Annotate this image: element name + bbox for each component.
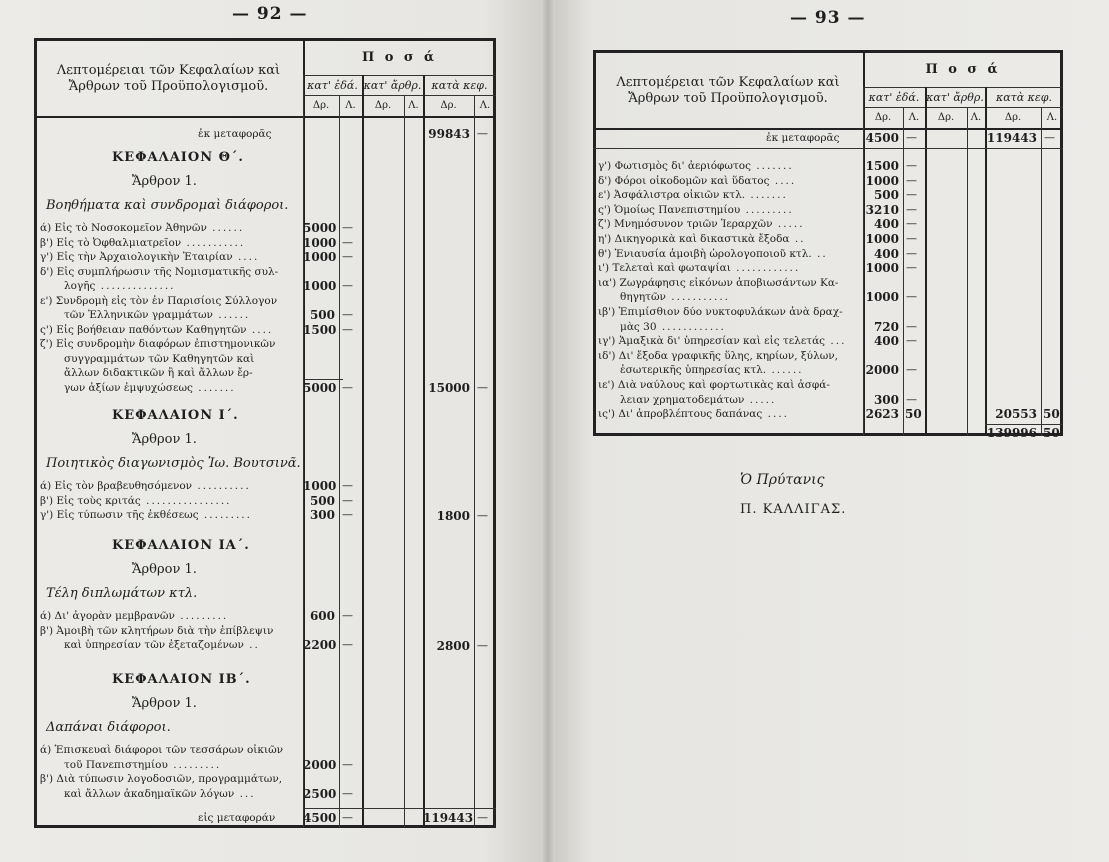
r-item-dash-9: — [906,290,917,304]
lepta-divider-col1 [903,107,904,436]
r-item-3 [598,204,794,216]
leader-dots: .. [789,233,806,245]
unit-dr-col2: Δρ. [374,100,392,111]
r-carry-in-art-dash: — [906,131,917,144]
kef_ia-item-amount-0: 600 [309,609,335,623]
unit-dr-col2: Δρ. [937,112,955,123]
leader-dots: .. [811,247,828,260]
kef_theta-item-2 [40,251,259,263]
leader-dots: ...... [206,222,245,234]
kef_ia-item-0-text: ά) Δι' ἀγορὰν μεμβρανῶν [40,610,175,622]
leader-dots: ............ [730,262,801,275]
kef_theta-item-amount-2: 1000 [303,250,337,264]
r-item-dash-11: — [906,319,917,333]
r-item-9-text: θηγητῶν [620,291,666,304]
lepta-divider-col2 [967,107,968,436]
r-item-dash-14: — [906,363,917,377]
r-item-dash-1: — [906,173,917,187]
header-description-line1: Λεπτομέρειαι τῶν Κεφαλαίων καὶ [616,75,840,90]
r-item-dash-2: — [906,188,917,202]
leader-dots: .... [232,251,260,263]
kef-iota-total: 1800 [436,508,470,523]
kef_iota-item-amount-1: 500 [309,493,335,508]
kef_ib-item-2 [40,773,282,785]
kef_theta-item-2-text: γ') Εἰς τὴν Ἀρχαιολογικὴν Ἑταιρίαν [40,251,233,263]
header-posa: Π ο σ ά [361,50,438,65]
kef_ib-item-0 [40,744,283,756]
leader-dots: ........... [665,291,730,304]
leader-dots: .... [769,174,797,187]
r-item-amount-4: 400 [873,217,899,232]
r-item-dash-3: — [906,202,917,216]
kef_theta-item-amount-0: 5000 [303,221,337,235]
unit-l-col1: Λ. [908,112,920,123]
r-item-amount-16: 300 [873,392,899,407]
r-item-2 [598,189,788,201]
leader-dots: ....... [750,160,794,172]
r-item-dash-12: — [906,334,917,348]
kef_iota-item-1 [40,495,232,507]
r-item-1-text: δ') Φόροι οἰκοδομῶν καὶ ὕδατος [598,174,770,187]
kef_ia-item-2-text: καὶ ὑπηρεσίαν τῶν ἐξεταζομένων [64,639,244,651]
kef_theta-item-7-text: ς') Εἰς βοήθειαν παθόντων Καθηγητῶν [40,323,247,336]
leader-dots: ....... [192,381,236,394]
carry-out-dash: — [477,811,488,824]
kef_ia-arthro: Ἄρθρον 1. [132,562,197,577]
kef_theta-item-11 [64,382,236,394]
kef_iota-heading: Ποιητικὸς διαγωνισμὸς Ἰω. Βουτσινᾶ. [46,456,301,471]
r-grand-total: 139996 [986,425,1037,440]
r-item-dash-0: — [906,159,917,172]
kef_theta-item-0 [40,222,244,234]
kef_theta-item-5-text: ε') Συνδρομὴ εἰς τὸν ἐν Παρισίοις Σύλλογον [40,294,278,307]
kef_ib-item-dash-3: — [342,786,353,800]
kef_iota-item-amount-2: 300 [309,508,335,522]
kef_theta-item-3-text: δ') Εἰς συμπλήρωσιν τῆς Νομισματικῆς συλ- [40,265,279,278]
r-item-5 [598,233,806,245]
kef_theta-item-dash-1: — [342,235,353,249]
kef_ia-item-dash-0: — [342,609,353,622]
r-item-amount-1: 1000 [865,173,899,188]
carry-out-amount: 119443 [423,811,474,825]
leader-dots: .... [762,408,789,421]
kef_theta-item-11-text: γων ἀξίων ἐμψυχώσεως [64,381,193,394]
r-item-15-text: ιε') Διὰ ναύλους καὶ φορτωτικὰς καὶ ἀσφά- [598,379,830,391]
kef_iota-title: ΚΕΦΑΛΑΙΟΝ Ι΄. [112,408,239,423]
r-item-amount-12: 400 [873,334,899,349]
kef_theta-item-dash-4: — [342,279,353,292]
kef_ia-item-amount-2: 2200 [303,638,337,652]
right-page-number: — 93 — [790,8,866,28]
header-description-line2: Ἄρθρων τοῦ Προϋπολογισμοῦ. [628,91,828,106]
kef_iota-arthro: Ἄρθρον 1. [132,432,197,447]
leader-dots: .......... [192,480,251,492]
r-item-7-text: ι') Τελεταὶ καὶ φωταψίαι [598,262,731,275]
r-item-dash-6: — [906,246,917,260]
r-carry-in-amount: 119443 [986,131,1037,145]
r-item-6-text: θ') Ἐνιαυσία ἀμοιβὴ ὡρολογοποιοῦ κτλ. [598,247,812,260]
r-item-dash-4: — [906,217,917,231]
r-item-1 [598,175,796,187]
leader-dots: ........... [181,236,246,249]
kef_iota-item-2 [40,509,252,521]
header-bottom-line [34,116,496,118]
header-posa-line [863,87,1063,88]
kef_ib-item-1-text: τοῦ Πανεπιστημίου [64,758,168,771]
signature-name: Π. ΚΑΛΛΙΓΑΣ. [740,502,847,517]
r-item-amount-6: 400 [873,246,899,261]
r-item-amount-3: 3210 [865,202,899,217]
book-gutter [541,0,555,862]
kef_ia-item-0 [40,610,228,622]
kef_iota-item-amount-0: 1000 [303,479,337,493]
kef_theta-arthro: Ἄρθρον 1. [132,174,197,189]
kef_theta-item-7 [40,324,273,336]
header-posa: Π ο σ ά [925,62,1001,77]
r-item-dash-16: — [906,392,917,406]
header-sub-line [863,107,1063,108]
kef_ib-item-3-text: καὶ ἄλλων ἀκαδημαϊκῶν λόγων [64,787,235,800]
r-item-13-text: ιδ') Δι' ἔξοδα γραφικῆς ὕλης, κηρίων, ξύλων, [598,349,839,362]
r-item-0 [598,160,794,172]
col-divider-col1 [303,75,304,828]
r-item-12 [598,335,846,347]
leader-dots: .............. [95,280,176,292]
kef_ib-heading: Δαπάναι διάφοροι. [46,720,171,735]
kef_theta-item-6 [64,309,250,321]
kef_ib-item-2-text: β') Διὰ τύπωσιν λογοδοσιῶν, προγραμμάτων, [40,773,283,785]
unit-dr-col1: Δρ. [874,112,892,123]
kef_theta-item-amount-11: 5000 [303,380,337,395]
kef_theta-item-4-text: λογῆς [64,280,96,292]
leader-dots: ............ [656,320,726,333]
r-carry-in-dash: — [1044,131,1055,144]
carry-out-art-dash: — [342,811,353,824]
leader-dots: ...... [766,364,804,377]
lepta-divider-col3 [474,95,475,828]
kef-ia-total: 2800 [436,638,470,653]
r-item-14 [620,364,804,376]
r-item-16 [620,394,776,406]
unit-l-col3: Λ. [479,100,491,111]
leader-dots: ......... [174,610,229,622]
carry-out-label-text: εἰς μεταφοράν [198,812,276,824]
header-col1: κατ' ἐδά. [307,79,358,92]
kef_ib-item-0-text: ά) Ἐπισκευαὶ διάφοροι τῶν τεσσάρων οἰκιῶν [40,744,284,756]
kef_ib-item-amount-1: 2000 [303,757,337,772]
r-item-8 [598,277,838,289]
kef_theta-title: ΚΕΦΑΛΑΙΟΝ Θ΄. [112,150,244,165]
kef_theta-item-amount-4: 1000 [303,279,337,293]
kef_theta-item-1 [40,237,245,249]
unit-l-col1: Λ. [345,100,356,111]
r-carry-in-art-amount: 4500 [865,131,899,145]
kef_theta-heading: Βοηθήματα καὶ συνδρομαὶ διάφοροι. [46,198,289,213]
leader-dots: ......... [198,509,252,521]
kef-theta-total-dash: — [477,381,488,394]
r-item-amount-9: 1000 [865,290,899,305]
lepta-divider-col1 [339,95,340,828]
carry-out-art-amount: 4500 [303,811,337,825]
r-item-0-text: γ') Φωτισμὸς δι' ἀεριόφωτος [598,160,751,172]
kef_ia-title: ΚΕΦΑΛΑΙΟΝ ΙΑ΄. [112,538,250,553]
kef_theta-item-10 [64,367,253,379]
kef_theta-item-10-text: ἄλλων διδακτικῶν ἢ καὶ ἄλλων ἔρ- [64,367,253,379]
carry-in-label-text: ἐκ μεταφορᾶς [198,128,272,140]
carry-in-amount: 99843 [428,127,470,141]
left-page-number: — 92 — [232,4,308,24]
kef_theta-item-8 [40,338,275,350]
kef_theta-item-amount-6: 500 [309,308,335,322]
header-col2: κατ' ἄρθρ. [363,79,422,92]
r-item-12-text: ιγ') Ἁμαξικὰ δι' ὑπηρεσίαν καὶ εἰς τελετάς [598,335,826,348]
r-item-6 [598,248,828,260]
unit-dr-col3: Δρ. [1004,112,1022,123]
r-item-5-text: η') Δικηγορικὰ καὶ δικαστικὰ ἔξοδα [598,233,790,245]
kef-iota-total-dash: — [477,508,488,522]
kef_theta-item-dash-2: — [342,250,353,263]
leader-dots: ... [234,787,256,800]
carry-out-label [198,812,275,824]
kef_ib-item-amount-3: 2500 [303,786,337,801]
leader-dots: .. [243,639,260,651]
r-carry-in-label-text: ἐκ μεταφορᾶς [766,132,840,144]
header-sub-line [303,95,496,96]
r-carry-in-label [766,132,840,144]
kef_iota-item-dash-1: — [342,493,353,507]
leader-dots: ... [825,335,847,348]
leader-dots: ...... [212,309,251,321]
kef_ib-arthro: Ἄρθρον 1. [132,696,197,711]
lepta-divider-col3 [1041,107,1042,436]
kef_iota-item-dash-0: — [342,479,353,492]
r-item-amount-17: 2623 [865,407,899,422]
kef_theta-item-5 [40,295,277,307]
kef-theta-total: 15000 [428,381,470,395]
kef_ib-title: ΚΕΦΑΛΑΙΟΝ ΙΒ΄. [112,672,251,687]
kef-ia-total-dash: — [477,638,488,652]
left-budget-table [34,38,496,828]
r-item-dash-5: — [906,232,917,245]
kef_theta-item-8-text: ζ') Εἰς συνδρομὴν διαφόρων ἐπιστημονικῶν [40,338,276,350]
header-description-line1: Λεπτομέρειαι τῶν Κεφαλαίων καὶ [56,63,281,78]
kef_theta-item-amount-1: 1000 [303,235,337,250]
r-item-amount-0: 1500 [865,159,899,173]
kef_iota-item-0 [40,480,251,492]
r-item-11 [620,321,726,333]
kef_ib-item-1 [64,759,221,771]
col-divider-col3 [423,75,425,828]
kef_ia-heading: Τέλη διπλωμάτων κτλ. [46,586,198,601]
r-grand-total-lepta: 50 [1043,425,1060,440]
col-divider-col2 [362,75,364,828]
unit-dr-col3: Δρ. [440,100,457,111]
r-item-amount-14: 2000 [865,363,899,378]
leader-dots: ..... [772,218,805,231]
header-col3: κατὰ κεφ. [431,79,488,92]
leader-dots: ......... [740,203,794,216]
header-col3: κατὰ κεφ. [996,91,1052,104]
header-posa-line [303,75,496,76]
kef_ia-item-1-text: β') Ἀμοιβὴ τῶν κλητήρων διὰ τὴν ἐπίβλεψιν [40,624,274,637]
r-item-amount-2: 500 [873,188,899,203]
r-item-16-text: λειαν χρηματοδεμάτων [620,393,745,406]
r-carry-in-rule [593,148,1063,149]
r-item-amount-5: 1000 [865,232,899,246]
kef_theta-item-dash-0: — [342,221,353,234]
leader-dots: ................ [140,494,232,507]
kef_theta-item-dash-7: — [342,322,353,336]
signature-title: Ὁ Πρύτανις [740,472,825,488]
kef_ia-item-dash-2: — [342,638,353,651]
unit-dr-col1: Δρ. [312,100,330,111]
carry-in-dash: — [477,127,488,140]
r-item-3-text: ς') Ὁμοίως Πανεπιστημίου [598,203,741,216]
kef_theta-item-3 [40,266,278,278]
col-divider-col2 [925,87,927,436]
r-item-15 [598,379,830,391]
r-item-17-text: ις') Δι' ἀπροβλέπτους δαπάνας [598,408,763,421]
r-item-amount-7: 1000 [865,261,899,276]
kef_ib-item-3 [64,788,256,800]
header-col1: κατ' ἐδά. [868,91,920,104]
leader-dots: ....... [745,189,788,202]
unit-l-col2: Λ. [970,112,982,123]
kef_theta-item-amount-7: 1500 [303,322,337,337]
kef-theta-rule [303,379,343,380]
r-item-13 [598,350,838,362]
unit-l-col3: Λ. [1046,112,1058,123]
kef_iota-item-dash-2: — [342,508,353,521]
kef_theta-item-0-text: ά) Εἰς τὸ Νοσοκομεῖον Ἀθηνῶν [40,222,207,234]
r-item-8-text: ια') Ζωγράφησις εἰκόνων ἀποβιωσάντων Κα- [598,276,839,289]
leader-dots: .... [246,323,274,336]
carry-out-rule [303,808,496,809]
r-item-7 [598,262,800,274]
lepta-divider-col2 [404,95,405,828]
header-description-line2: Ἄρθρων τοῦ Προϋπολογισμοῦ. [68,79,269,94]
r-item-10-text: ιβ') Ἐπιμίσθιον δύο νυκτοφυλάκων ἀνὰ δραχ- [598,306,843,318]
leader-dots: ..... [744,393,777,406]
r-item-17 [598,408,789,420]
r-grand-rule [985,424,1063,425]
kef_iota-item-2-text: γ') Εἰς τύπωσιν τῆς ἐκθέσεως [40,509,199,521]
kef_theta-item-1-text: β') Εἰς τὸ Ὀφθαλμιατρεῖον [40,236,182,249]
kef_ia-item-2 [64,639,260,651]
kef_ib-item-dash-1: — [342,757,353,771]
r-item-11-text: μὰς 30 [620,320,657,333]
r-kef-total: 20553 [995,407,1037,422]
unit-l-col2: Λ. [408,100,419,111]
header-col2: κατ' ἄρθρ. [926,91,984,104]
kef_theta-item-6-text: τῶν Ἑλληνικῶν γραμμάτων [64,309,213,321]
kef_theta-item-dash-11: — [342,380,353,394]
r-item-2-text: ε') Ἀσφάλιστρα οἰκιῶν κτλ. [598,189,746,202]
r-item-amount-11: 720 [873,319,899,334]
r-item-dash-7: — [906,261,917,275]
carry-in-label [198,128,272,140]
leader-dots: ......... [167,758,222,771]
r-item-4 [598,218,805,230]
kef_iota-item-0-text: ά) Εἰς τὸν βραβευθησόμενον [40,480,193,492]
kef_theta-item-dash-6: — [342,308,353,321]
r-item-14-text: ἐσωτερικῆς ὑπηρεσίας κτλ. [620,364,767,377]
r-item-4-text: ζ') Μνημόσυνον τριῶν Ἱεραρχῶν [598,218,773,231]
r-item-9 [620,291,730,303]
kef_ia-item-1 [40,625,273,637]
header-bottom-line [593,128,1063,130]
r-item-10 [598,306,843,318]
kef_theta-item-4 [64,280,176,292]
r-item-lepta-17: 50 [905,407,922,422]
kef_theta-item-9 [64,353,254,365]
r-kef-total-lepta: 50 [1043,407,1060,422]
kef_theta-item-9-text: συγγραμμάτων τῶν Καθηγητῶν καὶ [64,352,255,365]
kef_iota-item-1-text: β') Εἰς τοὺς κριτάς [40,494,141,507]
